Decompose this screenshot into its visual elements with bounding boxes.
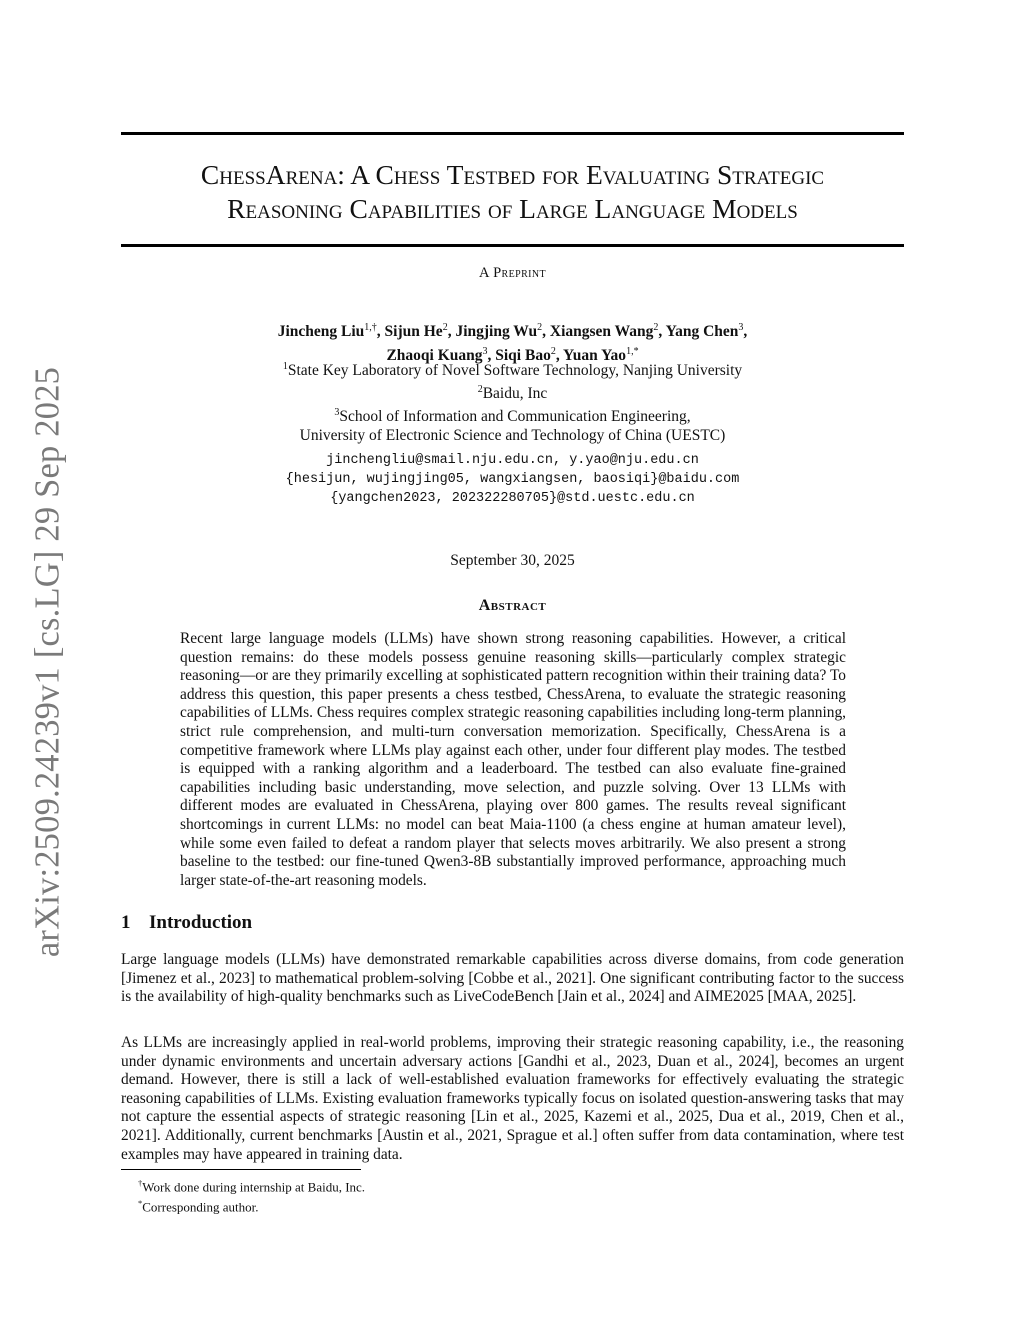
- affiliation-sup: 1: [282, 361, 288, 372]
- affiliation: [121, 380, 904, 403]
- author-sup: 3: [482, 346, 488, 358]
- section-heading: [121, 912, 621, 934]
- affiliation-text: Baidu, Inc: [482, 385, 548, 403]
- author-line-2: Zhaoqi Kuang$^3$, Siqi Bao$^2$, Yuan Yao$^{1,*}$: [386, 346, 639, 365]
- footnote-list: [138, 1175, 838, 1216]
- email-line: {hesijun, wujingjing05, wangxiangsen, baosiqi}@baidu.com: [285, 472, 740, 487]
- affiliation-list: [121, 357, 904, 445]
- section-number: 1: [121, 912, 131, 933]
- affiliation-text: State Key Laboratory of Novel Software Technology, Nanjing University: [287, 362, 743, 380]
- affiliation-text: University of Electronic Science and Technology of China (UESTC): [299, 427, 726, 445]
- abstract-text: Recent large language models (LLMs) have shown strong reasoning capabilities. However, a critical question remains: do these models possess genuine reasoning skills—particularly complex strategic reasoning—or are they primarily excelling at sophisticated pattern recognition within their training data? To address this question, this paper presents a chess testbed, ChessArena, to evaluate the strategic reasoning capabilities of LLMs. Chess requires complex strategic reasoning capabilities including long-term planning, strict rule comprehension, and multi-turn conversation memorization. Specifically, ChessArena is a competitive framework where LLMs play against each other, under four different play modes. The testbed is equipped with a ranking algorithm and a leaderboard. The testbed can also evaluate fine-grained capabilities including basic understanding, move selection, and puzzle solving. Over 13 LLMs with different modes are evaluated in ChessArena, playing over 800 games. The results reveal significant shortcomings in current LLMs: no model can beat Maia-1100 (a chess engine at human amateur level), while some even failed to defeat a random player that selects moves arbitrarily. We also present a strong baseline to the testbed: our fine-tuned Qwen3-8B substantially improved performance, approaching much larger state-of-the-art reasoning models.: [180, 630, 846, 889]
- email-list: [121, 451, 904, 508]
- paper-title: [121, 158, 904, 226]
- email-line: jinchengliu@smail.nju.edu.cn, y.yao@nju.edu.cn: [326, 453, 699, 468]
- title-line-2: Reasoning Capabilities of Large Language Models: [227, 193, 798, 224]
- author-name: Yang Chen: [665, 323, 739, 341]
- footnote: [138, 1195, 838, 1215]
- author-name: Yuan Yao: [563, 347, 627, 365]
- abstract-heading: Abstract: [478, 597, 547, 614]
- affiliation: [121, 357, 904, 380]
- author-sup: 2: [442, 322, 448, 333]
- intro-paragraph-1: Large language models (LLMs) have demonstrated remarkable capabilities across diverse domains, from code generation [Jimenez et al., 2023] to mathematical problem-solving [Cobbe et al., 2021]. One significant contributing factor to the success is the availability of high-quality benchmarks such as LiveCodeBench [Jain et al., 2024] and AIME2025 [MAA, 2025].: [121, 951, 904, 1006]
- author-sup: 2: [537, 322, 543, 333]
- author-name: Zhaoqi Kuang: [386, 347, 483, 365]
- footnote-rule: [121, 1169, 361, 1170]
- section-title: Introduction: [149, 912, 253, 933]
- title-top-rule: [121, 132, 904, 135]
- affiliation: [121, 403, 904, 426]
- author-sup: 2: [550, 346, 556, 358]
- author-line-1: Jincheng Liu$^{1,\dagger}$, Sijun He$^2$, Jingjing Wu$^2$, Xiangsen Wang$^2$, Yang Chen$^3$,: [277, 322, 748, 341]
- intro-paragraph-2: As LLMs are increasingly applied in real-world problems, improving their strategic reasoning capability, i.e., the reasoning under dynamic environments and uncertain adversary actions [Gandhi et al., 2023, Duan et al., 2024], becomes an urgent demand. However, there is still a lack of well-established evaluation frameworks for effectively evaluating the strategic reasoning capabilities of LLMs. Existing evaluation frameworks typically focus on isolated question-answering tasks that may not capture the essential aspects of strategic reasoning [Lin et al., 2025, Kazemi et al., 2025, Dua et al., 2019, Chen et al., 2021]. Additionally, current benchmarks [Austin et al., 2021, Sprague et al.] often suffer from data contamination, where test examples may have appeared in training data.: [121, 1034, 904, 1163]
- author-name: Siqi Bao: [495, 347, 551, 365]
- footnote-text: Work done during internship at Baidu, Inc.: [142, 1179, 366, 1195]
- preprint-label: A Preprint: [478, 265, 547, 281]
- author-sup: 1,*: [626, 346, 639, 358]
- footnote: [138, 1175, 838, 1195]
- publication-date: September 30, 2025: [450, 552, 575, 569]
- affiliation: [121, 426, 904, 445]
- author-sup: 2: [653, 322, 659, 333]
- author-name: Sijun He: [384, 323, 443, 341]
- footnote-mark: †: [138, 1178, 143, 1188]
- footnote-text: Corresponding author.: [142, 1199, 259, 1215]
- arxiv-stamp-text: arXiv:2509.24239v1 [cs.LG] 29 Sep 2025: [28, 366, 67, 958]
- affiliation-text: School of Information and Communication Engineering,: [339, 408, 691, 426]
- author-name: Jingjing Wu: [455, 323, 538, 341]
- author-sup: 3: [738, 322, 744, 333]
- footnote-mark: *: [138, 1198, 143, 1209]
- affiliation-sup: 2: [477, 384, 483, 396]
- author-sup: 1,†: [364, 322, 377, 333]
- author-name: Jincheng Liu: [277, 323, 365, 341]
- affiliation-sup: 3: [334, 407, 340, 419]
- email-line: {yangchen2023, 202322280705}@std.uestc.edu.cn: [330, 491, 695, 506]
- title-bottom-rule: [121, 244, 904, 247]
- author-name: Xiangsen Wang: [549, 323, 654, 341]
- title-line-1: ChessArena: A Chess Testbed for Evaluating Strategic: [200, 159, 825, 190]
